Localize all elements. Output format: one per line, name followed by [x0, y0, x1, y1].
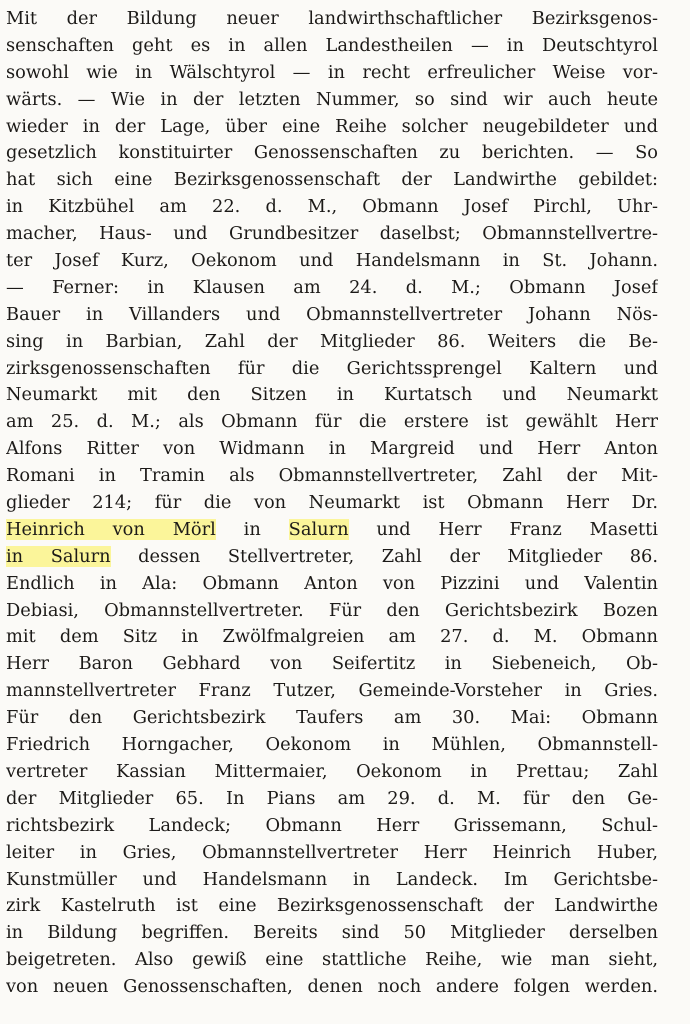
text-line [6, 517, 658, 544]
text-run: vertreter Kassian Mittermaier, Oekonom in Prettau; Zahl [6, 760, 658, 782]
text-run: glieder 214; für die von Neumarkt ist Obmann Herr Dr. [6, 492, 658, 514]
text-run: ter Josef Kurz, Oekonom und Handelsmann in St. Johann. [6, 250, 658, 272]
text-line [6, 114, 658, 141]
text-line [6, 920, 658, 947]
text-run: Mit der Bildung neuer landwirthschaftlicher Bezirksgenos- [6, 8, 658, 29]
text-run: leiter in Gries, Obmannstellvertreter Herr Heinrich Huber, [6, 841, 658, 863]
text-line [6, 221, 658, 248]
text-line [6, 786, 658, 813]
text-run: von neuen Genossenschaften, denen noch andere folgen werden. [6, 976, 658, 998]
text-line [6, 867, 658, 894]
text-run: zirk Kastelruth ist eine Bezirksgenossenschaft der Landwirthe [6, 895, 658, 917]
text-line [6, 571, 658, 598]
text-run: sing in Barbian, Zahl der Mitglieder 86. Weiters die Be- [6, 330, 658, 352]
text-line [6, 544, 658, 571]
text-line [6, 275, 658, 302]
text-run: Bauer in Villanders und Obmannstellvertreter Johann Nös- [6, 303, 658, 325]
text-line [6, 678, 658, 705]
text-line [6, 60, 658, 87]
highlighted-text: Salurn [288, 518, 349, 540]
text-run: und Herr Franz Masetti [348, 518, 658, 540]
text-run: Endlich in Ala: Obmann Anton von Pizzini und Valentin [6, 572, 658, 594]
text-run: der Mitglieder 65. In Pians am 29. d. M. für den Ge- [6, 787, 658, 809]
text-run: Herr Baron Gebhard von Seifertitz in Siebeneich, Ob- [6, 653, 658, 675]
text-line [6, 974, 658, 1001]
text-line [6, 813, 658, 840]
highlighted-text: Heinrich von Mörl [6, 518, 216, 540]
article-column [6, 6, 658, 1001]
text-line [6, 194, 658, 221]
text-line [6, 409, 658, 436]
text-line [6, 893, 658, 920]
text-line [6, 463, 658, 490]
text-line [6, 302, 658, 329]
text-run: Für den Gerichtsbezirk Taufers am 30. Mai: Obmann [6, 707, 658, 729]
text-run: Alfons Ritter von Widmann in Margreid und Herr Anton [6, 438, 658, 460]
text-line [6, 167, 658, 194]
text-run: Kunstmüller und Handelsmann in Landeck. Im Gerichtsbe- [6, 868, 658, 890]
text-run: in [215, 518, 289, 540]
text-run: dessen Stellvertreter, Zahl der Mitglieder 86. [110, 545, 658, 567]
text-run: macher, Haus- und Grundbesitzer daselbst; Obmannstellvertre- [6, 223, 658, 245]
text-run: am 25. d. M.; als Obmann für die erstere ist gewählt Herr [6, 411, 658, 433]
text-run: senschaften geht es in allen Landestheilen — in Deutschtyrol [6, 34, 658, 56]
text-run: richtsbezirk Landeck; Obmann Herr Grissemann, Schul- [6, 814, 658, 836]
text-run: sowohl wie in Wälschtyrol — in recht erfreulicher Weise vor- [6, 61, 658, 83]
text-run: mannstellvertreter Franz Tutzer, Gemeinde-Vorsteher in Gries. [6, 680, 658, 702]
text-run: zirksgenossenschaften für die Gerichtssprengel Kaltern und [6, 357, 658, 379]
text-line [6, 87, 658, 114]
text-run: wieder in der Lage, über eine Reihe solcher neugebildeter und [6, 115, 658, 137]
text-line [6, 436, 658, 463]
text-run: mit dem Sitz in Zwölfmalgreien am 27. d. M. Obmann [6, 626, 658, 648]
text-line [6, 248, 658, 275]
text-line [6, 732, 658, 759]
text-line [6, 356, 658, 383]
text-run: Debiasi, Obmannstellvertreter. Für den Gerichtsbezirk Bozen [6, 599, 658, 621]
text-line [6, 598, 658, 625]
text-line [6, 947, 658, 974]
text-line [6, 140, 658, 167]
text-run: — Ferner: in Klausen am 24. d. M.; Obmann Josef [6, 276, 658, 298]
text-line [6, 759, 658, 786]
text-line [6, 840, 658, 867]
text-run: beigetreten. Also gewiß eine stattliche Reihe, wie man sieht, [6, 949, 658, 971]
text-line [6, 33, 658, 60]
text-line [6, 705, 658, 732]
text-run: hat sich eine Bezirksgenossenschaft der Landwirthe gebildet: [6, 169, 658, 191]
text-line [6, 490, 658, 517]
text-run: Neumarkt mit den Sitzen in Kurtatsch und Neumarkt [6, 384, 658, 406]
text-run: in Kitzbühel am 22. d. M., Obmann Josef Pirchl, Uhr- [6, 196, 658, 218]
text-run: wärts. — Wie in der letzten Nummer, so sind wir auch heute [6, 88, 658, 110]
text-line [6, 329, 658, 356]
highlighted-text: in Salurn [6, 545, 111, 567]
text-run: in Bildung begriffen. Bereits sind 50 Mitglieder derselben [6, 922, 658, 944]
text-run: Friedrich Horngacher, Oekonom in Mühlen, Obmannstell- [6, 734, 658, 756]
text-line [6, 382, 658, 409]
text-run: Romani in Tramin als Obmannstellvertreter, Zahl der Mit- [6, 465, 658, 487]
text-line [6, 6, 658, 33]
text-run: gesetzlich konstituirter Genossenschaften zu berichten. — So [6, 142, 658, 164]
text-line [6, 651, 658, 678]
text-line [6, 624, 658, 651]
